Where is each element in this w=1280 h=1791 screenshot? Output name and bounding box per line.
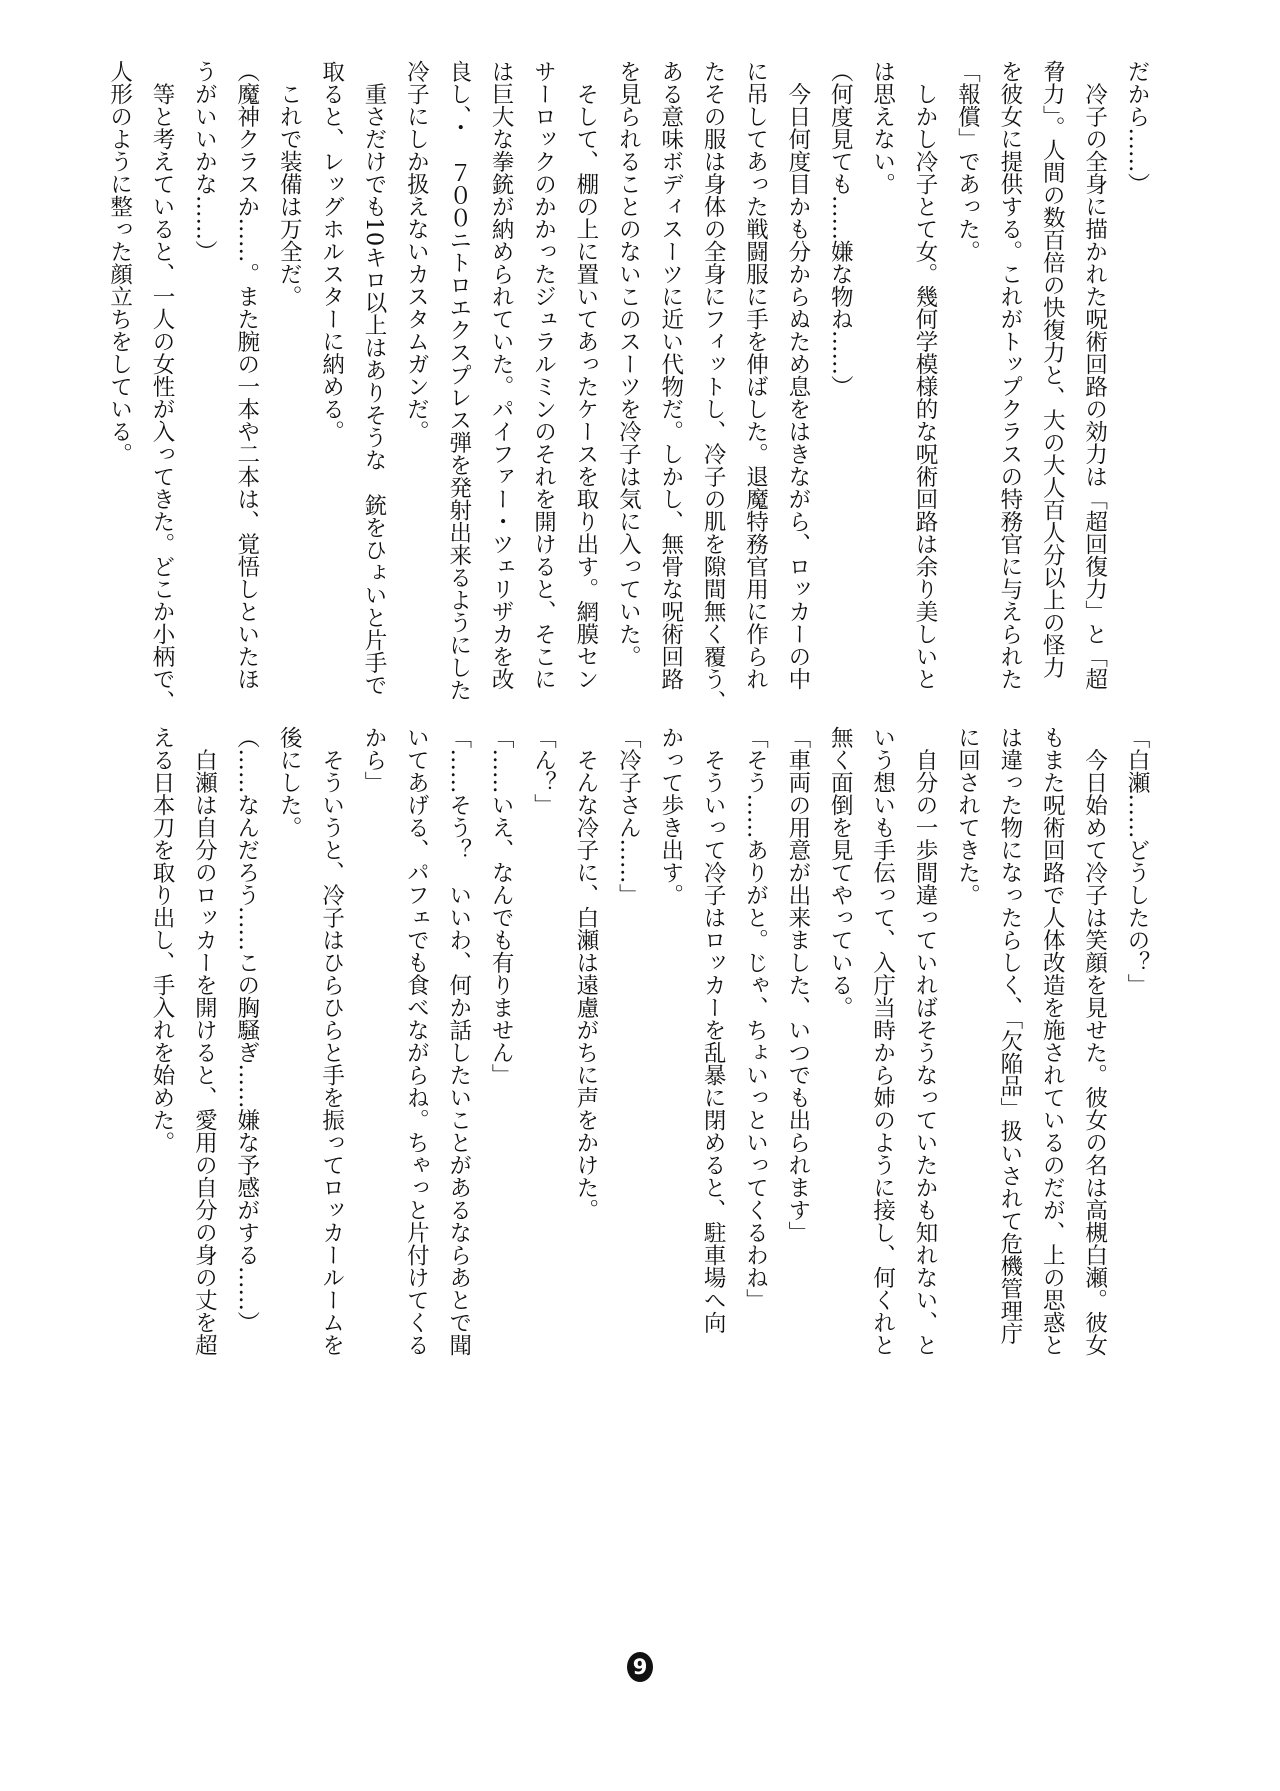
text-column: そんな冷子に、白瀬は遠慮がちに声をかけた。: [572, 726, 599, 1221]
text-column: たその服は身体の全身にフィットし、冷子の肌を隙間無く覆う、: [700, 60, 727, 713]
lower-text-block: [141, 726, 1158, 1366]
text-column: 取ると、レッグホルスターに納める。: [318, 60, 345, 443]
text-column: 「白瀬……どうしたの？」: [1124, 726, 1150, 996]
text-column: 後にした。: [276, 726, 303, 839]
text-column: 冷子の全身に描かれた呪術回路の効力は「超回復力」と「超: [1081, 60, 1108, 690]
text-column: もまた呪術回路で人体改造を施されているのだが、上の思惑と: [1039, 726, 1066, 1356]
text-column: は巨大な拳銃が納められていた。パイファー・ツェリザカを改: [488, 60, 515, 690]
text-column: 今日始めて冷子は笑顔を見せた。彼女の名は高槻白瀬。彼女: [1081, 726, 1108, 1356]
text-column: サーロックのかかったジュラルミンのそれを開けると、そこに: [530, 60, 557, 690]
text-column: （……なんだろう……この胸騒ぎ……嫌な予感がする……）: [233, 726, 260, 1334]
text-column: 「報償」であった。: [954, 60, 981, 263]
text-column: （何度見ても……嫌な物ね……）: [827, 60, 854, 398]
text-column: これで装備は万全だ。: [276, 60, 303, 308]
text-column: える日本刀を取り出し、手入れを始めた。: [149, 726, 176, 1154]
text-column: だから……）: [1124, 60, 1150, 195]
text-column: 等と考えていると、一人の女性が入ってきた。どこか小柄で、: [149, 60, 176, 713]
page-number: 9: [627, 1652, 653, 1682]
text-column: かって歩き出す。: [657, 726, 684, 906]
text-column: いう想いも手伝って、入庁当時から姉のように接し、何くれと: [869, 726, 896, 1356]
text-column: （魔神クラスか……。また腕の一本や二本は、覚悟しといたほ: [233, 60, 260, 690]
text-column: いてあげる、パフェでも食べながらね。ちゃっと片付けてくる: [403, 726, 430, 1356]
text-column: 「そう……ありがと。じゃ、ちょいっといってくるわね」: [742, 726, 769, 1311]
text-column: 今日何度目かも分からぬため息をはきながら、ロッカーの中: [784, 60, 811, 690]
text-column: 脅力」。人間の数百倍の快復力と、大の大人百人分以上の怪力: [1039, 60, 1066, 679]
text-column: 「冷子さん……」: [615, 726, 642, 906]
text-column: を彼女に提供する。これがトップクラスの特務官に与えられた: [996, 60, 1023, 690]
text-column: 冷子にしか扱えないカスタムガンだ。: [403, 60, 430, 443]
text-column: 「……そう？ いいわ、何か話したいことがあるならあとで聞: [445, 726, 472, 1356]
text-column: 人形のように整った顔立ちをしている。: [106, 60, 133, 465]
text-column: から」: [360, 726, 387, 794]
text-column: 「ん？」: [530, 726, 557, 816]
text-column: そういうと、冷子はひらひらと手を振ってロッカールームを: [318, 726, 345, 1356]
text-column: 白瀬は自分のロッカーを開けると、愛用の自分の身の丈を超: [191, 726, 218, 1356]
text-column: 良し、・ ７００ニトロエクスプレス弾を発射出来るようにした: [445, 60, 472, 702]
text-column: 「車両の用意が出来ました、いつでも出られます」: [784, 726, 811, 1244]
text-column: うがいいかな……）: [191, 60, 218, 263]
text-column: しかし冷子とて女。幾何学模様的な呪術回路は余り美しいと: [912, 60, 939, 690]
text-column: ある意味ボディスーツに近い代物だ。しかし、無骨な呪術回路: [657, 60, 684, 690]
text-column: 無く面倒を見てやっている。: [827, 726, 854, 1019]
text-column: 重さだけでも10キロ以上はありそうな 銃をひょいと片手で: [360, 60, 387, 697]
upper-text-block: [98, 60, 1158, 713]
text-column: そういって冷子はロッカーを乱暴に閉めると、駐車場へ向: [700, 726, 727, 1334]
text-column: に回されてきた。: [954, 726, 981, 906]
text-column: に吊してあった戦闘服に手を伸ばした。退魔特務官用に作られ: [742, 60, 769, 690]
text-column: そして、棚の上に置いてあったケースを取り出す。網膜セン: [572, 60, 599, 690]
text-column: は違った物になったらしく、「欠陥品」扱いされて危機管理庁: [996, 726, 1023, 1345]
text-column: 自分の一歩間違っていればそうなっていたかも知れない、と: [912, 726, 939, 1356]
text-column: 「……いえ、なんでも有りません」: [488, 726, 515, 1086]
text-column: を見られることのないこのスーツを冷子は気に入っていた。: [615, 60, 642, 668]
text-column: は思えない。: [869, 60, 896, 195]
